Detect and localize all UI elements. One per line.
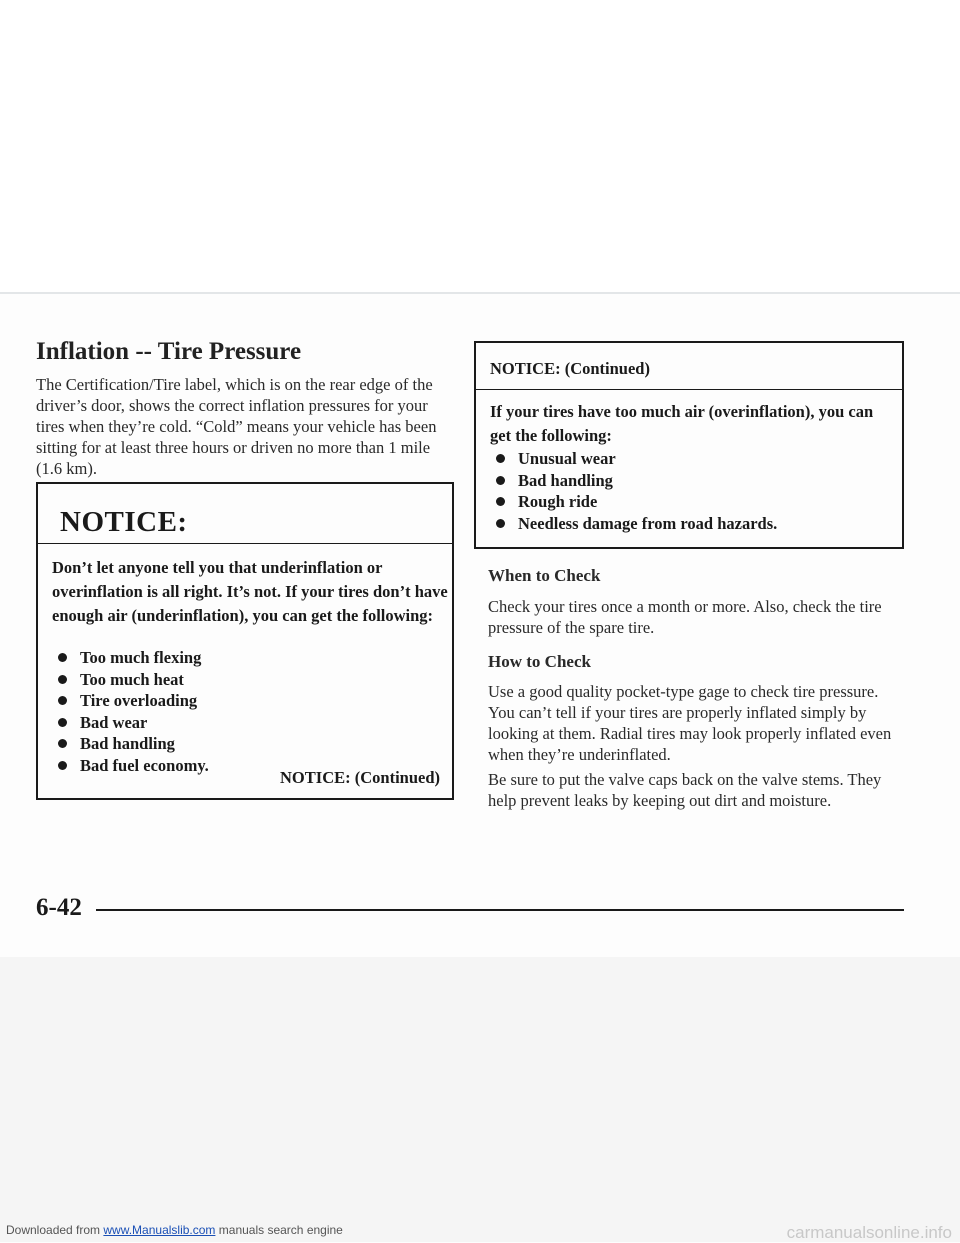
notice-text: Don’t let anyone tell you that underinflation or overinflation is all right. It’s not. If your tires don’t have enough air (underinflation), you can get the following: xyxy=(52,558,448,625)
when-to-check-paragraph: Check your tires once a month or more. Also, check the tire pressure of the spare tire. xyxy=(488,597,882,637)
manualslib-link[interactable]: www.Manualslib.com xyxy=(103,1223,216,1237)
list-item: Too much flexing xyxy=(52,648,209,670)
list-item: Bad handling xyxy=(490,471,777,493)
how-to-check-paragraph: Use a good quality pocket-type gage to check tire pressure. You can’t tell if your tires are properly inflated simply by looking at them. Radial tires may look properly inflated even when they’re underinflated. xyxy=(488,682,892,764)
notice-bullet-list xyxy=(52,648,209,777)
intro-paragraph: The Certification/Tire label, which is on the rear edge of the driver’s door, shows the correct inflation pressures for your tires when they’re cold. “Cold” means your vehicle has been sitting for at least three hours or driven no more than 1 mile (1.6 km). xyxy=(36,375,437,478)
notice-continued-title: NOTICE: (Continued) xyxy=(490,359,650,378)
list-item: Too much heat xyxy=(52,670,209,692)
list-item: Rough ride xyxy=(490,492,777,514)
list-item: Unusual wear xyxy=(490,449,777,471)
bullet-icon xyxy=(58,653,67,662)
list-item: Tire overloading xyxy=(52,691,209,713)
notice-text: If your tires have too much air (overinflation), you can get the following: xyxy=(490,402,874,445)
bullet-icon xyxy=(496,497,505,506)
notice-box-left xyxy=(36,482,454,800)
bullet-icon xyxy=(496,519,505,528)
page-edge xyxy=(0,292,960,294)
page-bottom-margin xyxy=(0,957,960,1242)
bullet-icon xyxy=(58,739,67,748)
watermark: carmanualsonline.info xyxy=(786,1223,952,1242)
page-number: 6-42 xyxy=(36,894,82,921)
bullet-icon xyxy=(58,718,67,727)
notice-box-right xyxy=(474,341,904,549)
notice-continued-label: NOTICE: (Continued) xyxy=(280,768,440,787)
page-rule xyxy=(96,909,904,911)
bullet-icon xyxy=(58,675,67,684)
footer xyxy=(0,1218,960,1242)
section-title: Inflation -- Tire Pressure xyxy=(36,338,302,365)
page-top-margin xyxy=(0,0,960,292)
how-to-check-heading: How to Check xyxy=(488,652,591,671)
footer-text: Downloaded from www.Manualslib.com manuals search engine xyxy=(6,1223,343,1237)
bullet-icon xyxy=(496,454,505,463)
bullet-icon xyxy=(58,696,67,705)
list-item: Needless damage from road hazards. xyxy=(490,514,777,536)
when-to-check-heading: When to Check xyxy=(488,566,601,585)
list-item: Bad fuel economy. xyxy=(52,756,209,778)
list-item: Bad wear xyxy=(52,713,209,735)
notice-title: NOTICE: xyxy=(60,506,188,538)
bullet-icon xyxy=(496,476,505,485)
bullet-icon xyxy=(58,761,67,770)
list-item: Bad handling xyxy=(52,734,209,756)
notice-bullet-list xyxy=(490,449,777,535)
valve-caps-paragraph: Be sure to put the valve caps back on the valve stems. They help prevent leaks by keeping out dirt and moisture. xyxy=(488,770,882,810)
